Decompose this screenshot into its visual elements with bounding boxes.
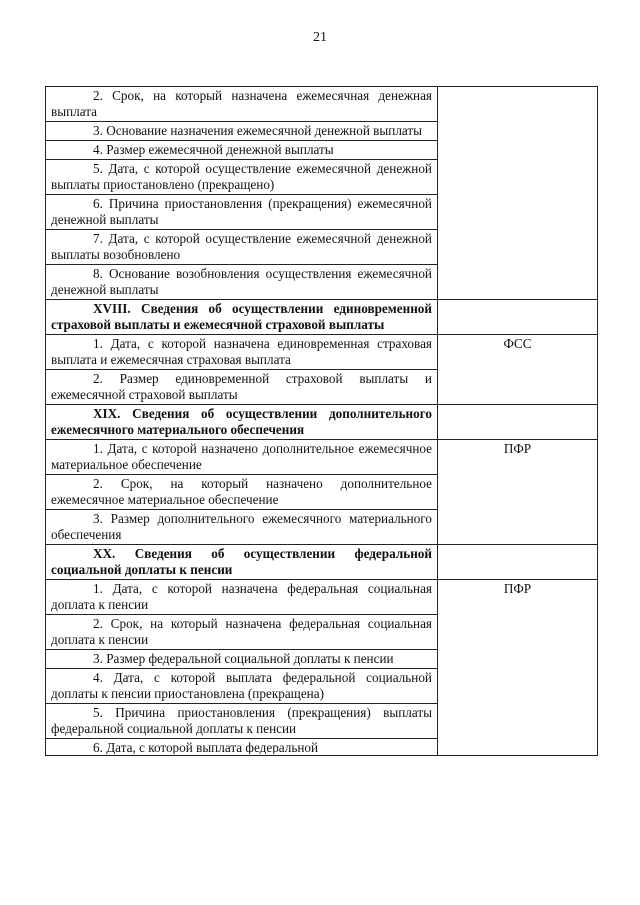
empty-cell xyxy=(438,405,598,440)
row-cell xyxy=(46,704,438,739)
row-text: 4. Размер ежемесячной денежной выплаты xyxy=(93,142,334,157)
agency-cell: ПФР xyxy=(438,440,598,545)
row-cell xyxy=(46,87,438,122)
row-text: 1. Дата, с которой назначена федеральная социальная доплата к пенсии xyxy=(51,581,432,612)
row-text: 2. Срок, на который назначена ежемесячная денежная выплата xyxy=(51,88,432,119)
row-cell xyxy=(46,440,438,475)
row-text: 2. Срок, на который назначена федеральная социальная доплата к пенсии xyxy=(51,616,432,647)
table-row xyxy=(46,440,598,475)
row-cell xyxy=(46,141,438,160)
section-header-row xyxy=(46,545,598,580)
row-text: 2. Размер единовременной страховой выплаты и ежемесячной страховой выплаты xyxy=(51,371,432,402)
row-cell xyxy=(46,739,438,756)
row-text: 1. Дата, с которой назначена единовременная страховая выплата и ежемесячная страховая выплата xyxy=(51,336,432,367)
section-cell xyxy=(46,300,438,335)
row-text: 3. Основание назначения ежемесячной денежной выплаты xyxy=(93,123,423,138)
row-cell xyxy=(46,195,438,230)
row-cell xyxy=(46,615,438,650)
section-title: XX. Сведения об осуществлении федеральной социальной доплаты к пенсии xyxy=(51,546,432,577)
row-cell xyxy=(46,160,438,195)
table-row xyxy=(46,580,598,615)
agency-cell: ФСС xyxy=(438,335,598,405)
row-text: 4. Дата, с которой выплата федеральной социальной доплаты к пенсии приостановлена (прекращена) xyxy=(51,670,432,701)
row-cell xyxy=(46,510,438,545)
row-cell xyxy=(46,265,438,300)
section-cell xyxy=(46,405,438,440)
row-cell xyxy=(46,230,438,265)
row-cell xyxy=(46,580,438,615)
section-header-row xyxy=(46,405,598,440)
row-cell xyxy=(46,650,438,669)
section-title: XIX. Сведения об осуществлении дополнительного ежемесячного материального обеспечения xyxy=(51,406,432,437)
row-text: 3. Размер федеральной социальной доплаты к пенсии xyxy=(93,651,394,666)
data-table xyxy=(45,86,598,756)
row-text: 8. Основание возобновления осуществления ежемесячной денежной выплаты xyxy=(51,266,432,297)
row-cell xyxy=(46,475,438,510)
section-title: XVIII. Сведения об осуществлении единовременной страховой выплаты и ежемесячной страховой выплаты xyxy=(51,301,432,332)
row-text: 2. Срок, на который назначено дополнительное ежемесячное материальное обеспечение xyxy=(51,476,432,507)
row-cell xyxy=(46,122,438,141)
row-cell xyxy=(46,669,438,704)
row-text: 5. Причина приостановления (прекращения) выплаты федеральной социальной доплаты к пенсии xyxy=(51,705,432,736)
page-number: 21 xyxy=(313,30,327,45)
row-text: 1. Дата, с которой назначено дополнительное ежемесячное материальное обеспечение xyxy=(51,441,432,472)
row-text: 6. Причина приостановления (прекращения) ежемесячной денежной выплаты xyxy=(51,196,432,227)
table-row xyxy=(46,87,598,122)
row-cell xyxy=(46,335,438,370)
row-cell xyxy=(46,370,438,405)
row-text: 5. Дата, с которой осуществление ежемесячной денежной выплаты приостановлено (прекращено) xyxy=(51,161,432,192)
empty-cell xyxy=(438,300,598,335)
table-row xyxy=(46,335,598,370)
empty-cell xyxy=(438,545,598,580)
agency-cell xyxy=(438,87,598,300)
agency-cell: ПФР xyxy=(438,580,598,756)
row-text: 3. Размер дополнительного ежемесячного материального обеспечения xyxy=(51,511,432,542)
section-header-row xyxy=(46,300,598,335)
section-cell xyxy=(46,545,438,580)
row-text: 6. Дата, с которой выплата федеральной xyxy=(93,740,319,754)
row-text: 7. Дата, с которой осуществление ежемесячной денежной выплаты возобновлено xyxy=(51,231,432,262)
